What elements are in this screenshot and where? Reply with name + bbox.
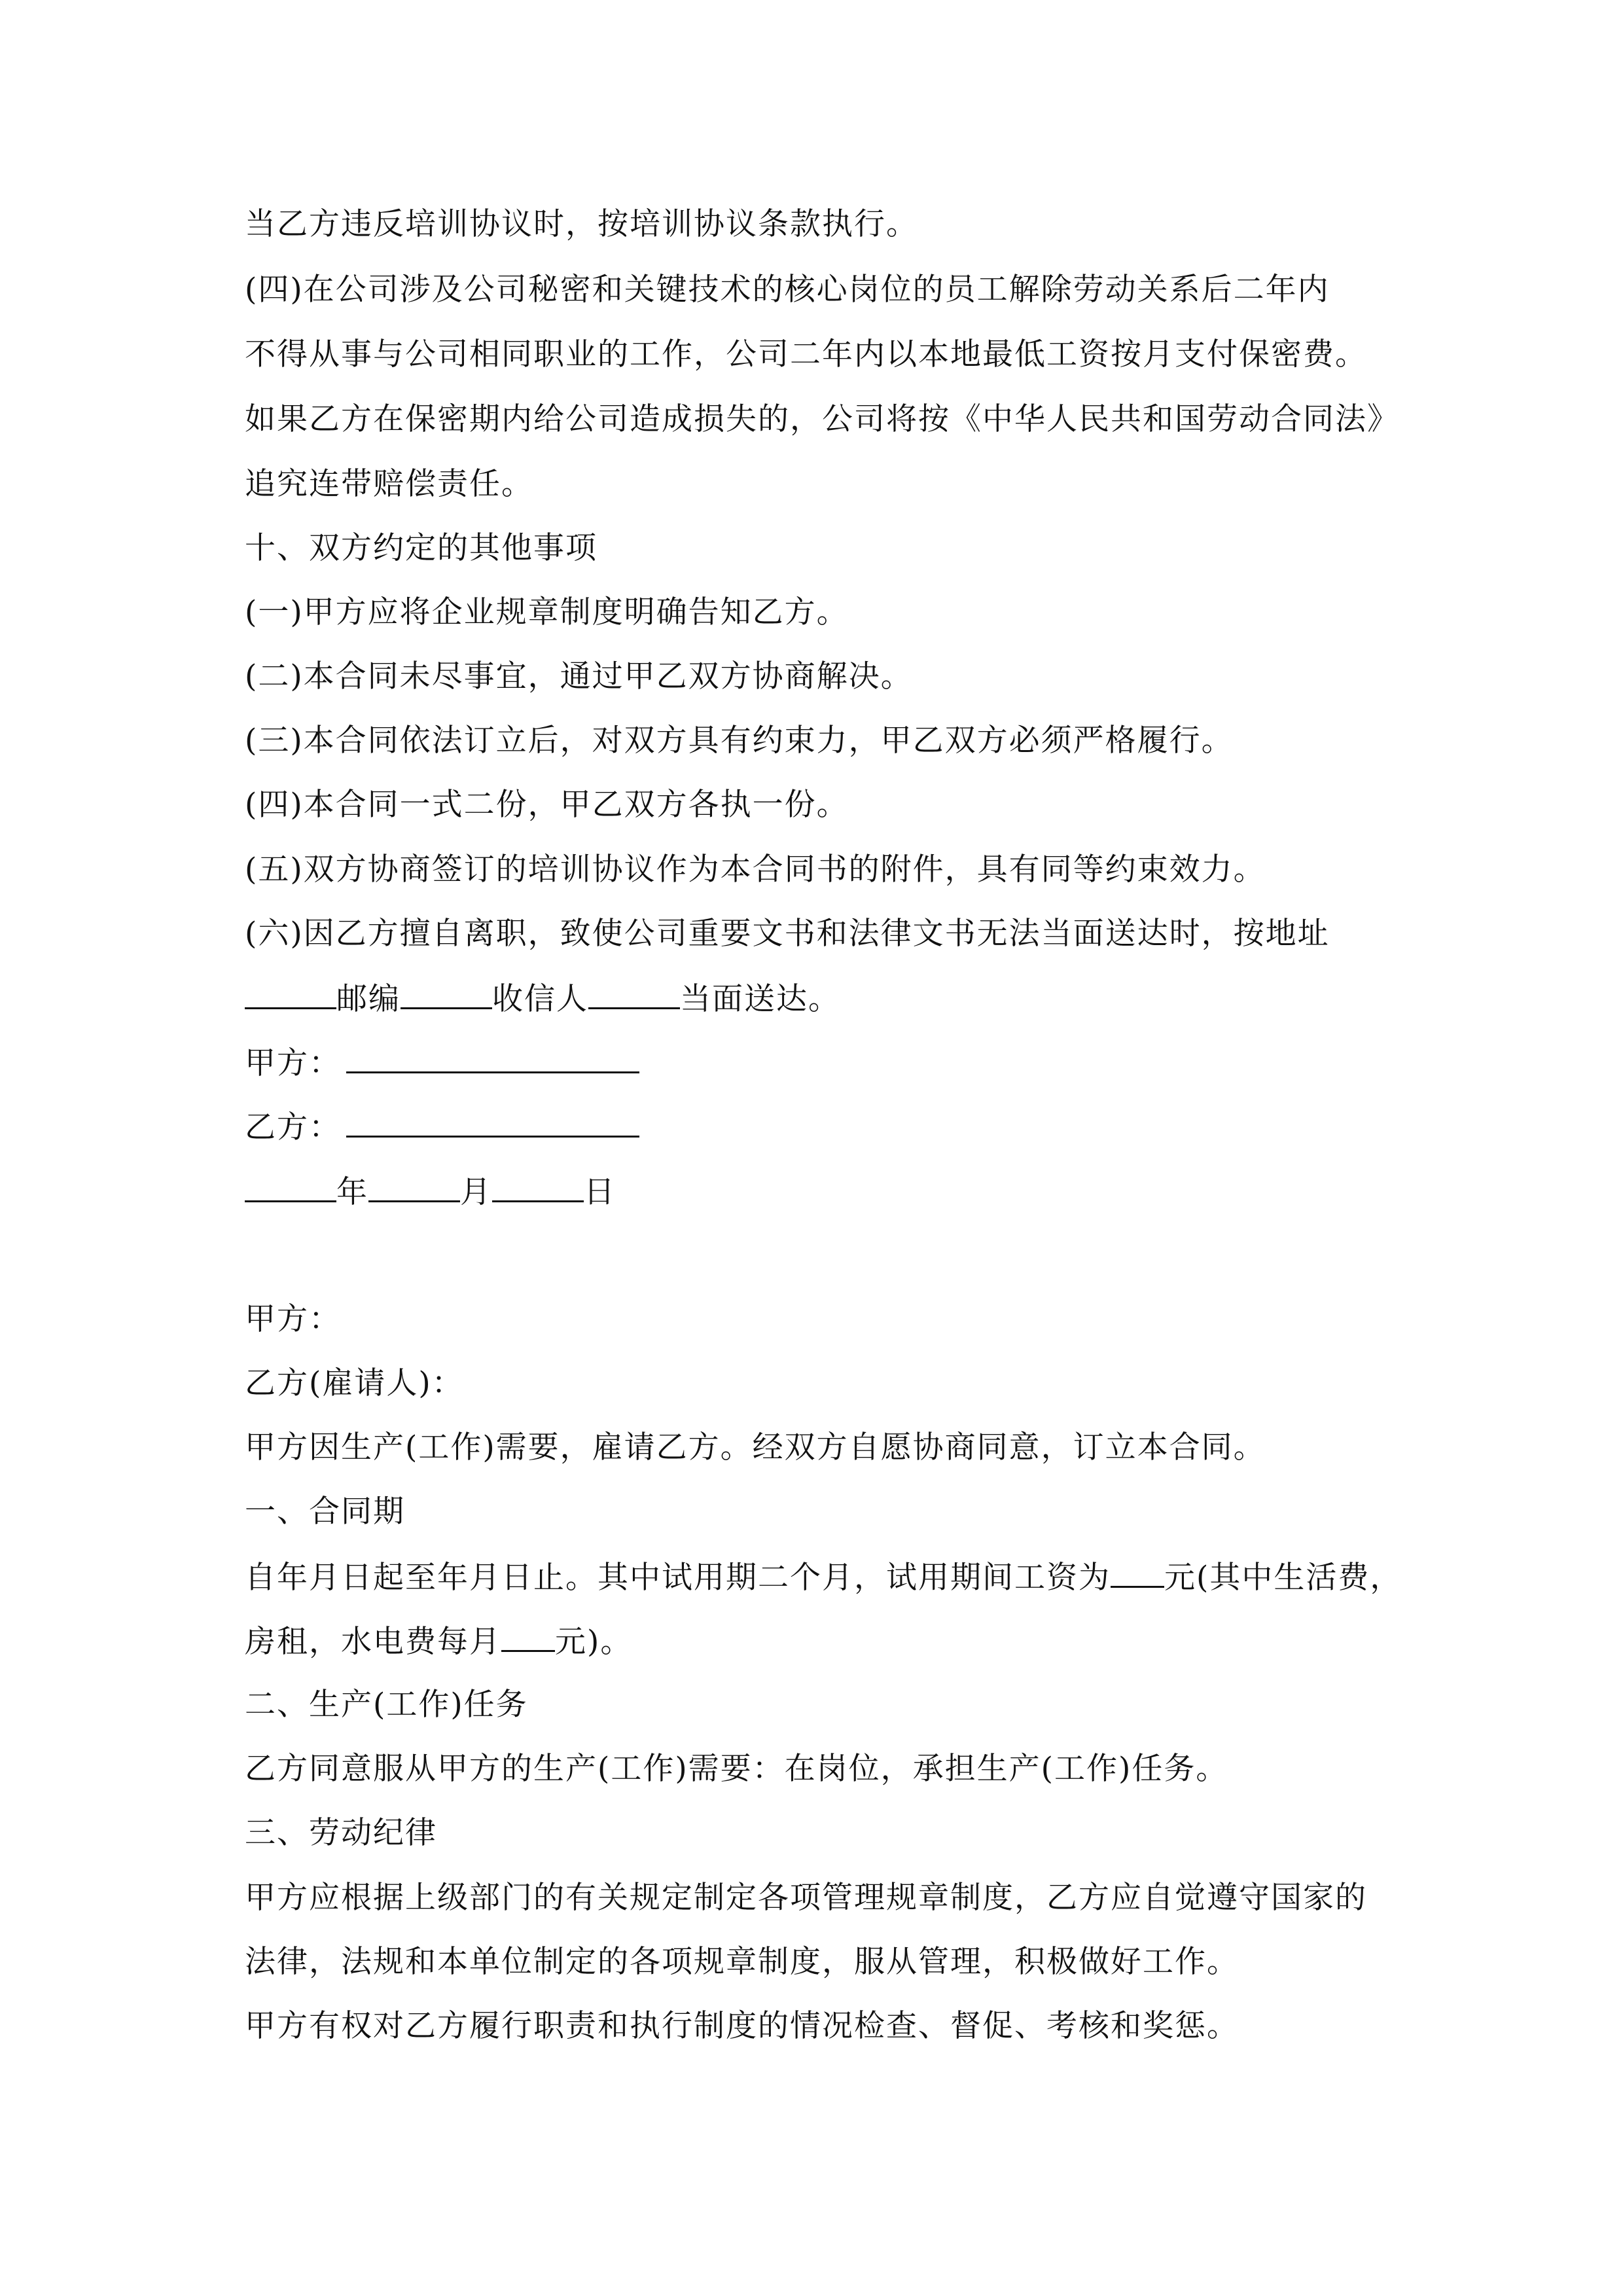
paragraph-line: (四)在公司涉及公司秘密和关键技术的核心岗位的员工解除劳动关系后二年内 [245, 272, 1330, 308]
address-line [245, 978, 840, 1018]
paragraph-line: 不得从事与公司相同职业的工作，公司二年内以本地最低工资按月支付保密费。 [245, 336, 1367, 372]
paragraph-line: 追究连带赔偿责任。 [245, 466, 533, 502]
paragraph-line: 甲方应根据上级部门的有关规定制定各项管理规章制度，乙方应自觉遵守国家的 [245, 1880, 1367, 1916]
day-label: 日 [584, 1174, 616, 1210]
paragraph-line: 如果乙方在保密期内给公司造成损失的，公司将按《中华人民共和国劳动合同法》 [245, 401, 1399, 437]
postcode-label: 邮编 [336, 981, 401, 1017]
term-text: 自年月日起至年月日止。其中试用期二个月，试用期间工资为 [245, 1560, 1111, 1596]
party-b-signature-blank [346, 1107, 639, 1138]
month-label: 月 [460, 1174, 492, 1210]
wage-blank [1111, 1557, 1164, 1588]
clause-line: (三)本合同依法订立后，对双方具有约束力，甲乙双方必须严格履行。 [245, 723, 1234, 759]
section-heading: 二、生产(工作)任务 [245, 1687, 528, 1723]
delivery-text: 当面送达。 [680, 981, 840, 1017]
party-b-label: 乙方： [245, 1109, 341, 1145]
clause-line: (五)双方协商签订的培训协议作为本合同书的附件，具有同等约束效力。 [245, 852, 1266, 888]
year-label: 年 [336, 1174, 368, 1210]
contract-party-a: 甲方： [245, 1301, 341, 1337]
clause-line: (二)本合同未尽事宜，通过甲乙双方协商解决。 [245, 658, 913, 694]
rent-blank [501, 1621, 555, 1652]
paragraph-line: 乙方同意服从甲方的生产(工作)需要：在岗位，承担生产(工作)任务。 [245, 1751, 1228, 1787]
signature-party-a [245, 1043, 639, 1082]
party-a-label: 甲方： [245, 1045, 341, 1081]
date-line [245, 1172, 616, 1211]
section-heading: 一、合同期 [245, 1494, 405, 1530]
contract-term-line [245, 1557, 1402, 1596]
term-text: 房租，水电费每月 [245, 1624, 501, 1660]
paragraph-line: 甲方有权对乙方履行职责和执行制度的情况检查、督促、考核和奖惩。 [245, 2008, 1239, 2044]
party-a-signature-blank [346, 1043, 639, 1073]
postcode-blank [401, 978, 492, 1009]
contract-term-line [245, 1621, 632, 1660]
term-text: 元(其中生活费， [1164, 1560, 1402, 1596]
signature-party-b [245, 1107, 639, 1146]
year-blank [245, 1172, 336, 1202]
clause-line: (一)甲方应将企业规章制度明确告知乙方。 [245, 594, 849, 630]
clause-line: (四)本合同一式二份，甲乙双方各执一份。 [245, 787, 849, 823]
clause-line: (六)因乙方擅自离职，致使公司重要文书和法律文书无法当面送达时，按地址 [245, 916, 1330, 952]
paragraph-line: 当乙方违反培训协议时，按培训协议条款执行。 [245, 206, 918, 242]
contract-intro: 甲方因生产(工作)需要，雇请乙方。经双方自愿协商同意，订立本合同。 [245, 1429, 1266, 1465]
paragraph-line: 法律，法规和本单位制定的各项规章制度，服从管理，积极做好工作。 [245, 1944, 1239, 1980]
term-text: 元)。 [555, 1624, 633, 1660]
contract-party-b: 乙方(雇请人)： [245, 1365, 464, 1401]
section-heading: 十、双方约定的其他事项 [245, 530, 597, 566]
recipient-blank [588, 978, 680, 1009]
section-heading: 三、劳动纪律 [245, 1815, 437, 1851]
day-blank [492, 1172, 584, 1202]
address-blank [245, 978, 336, 1009]
month-blank [368, 1172, 460, 1202]
recipient-label: 收信人 [492, 981, 588, 1017]
